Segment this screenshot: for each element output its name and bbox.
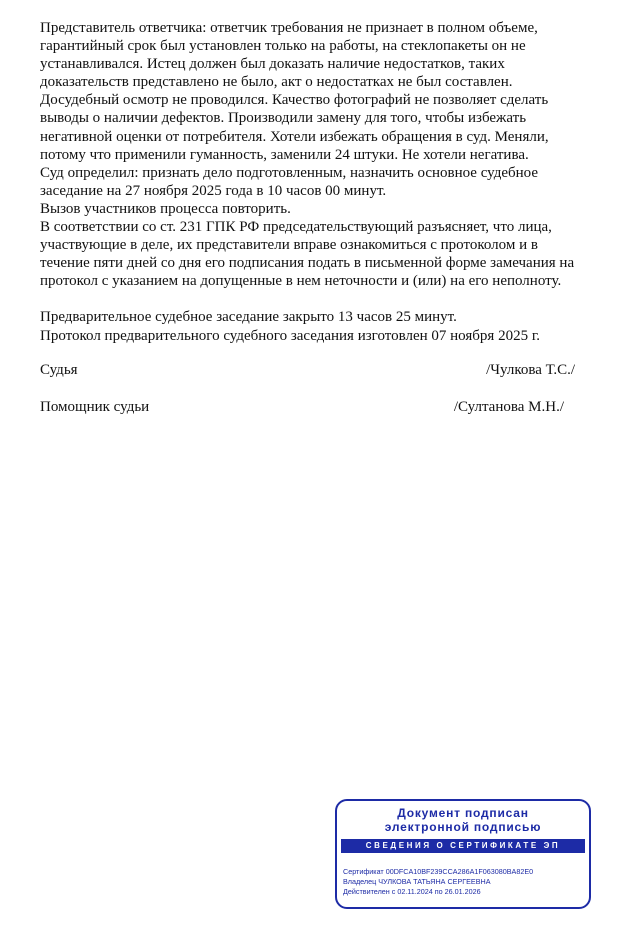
text-line: выводы о наличии дефектов. Производили замену для того, чтобы избежать	[40, 110, 527, 127]
judge-name: /Чулкова Т.С./	[486, 362, 575, 378]
text-line: доказательств представлено не было, акт о недостатках не был составлен.	[40, 74, 513, 91]
stamp-certificate-number: Сертификат 00DFCA10BF239CCA286A1F063080BA82E0	[343, 867, 534, 876]
text-line: негативной оценки от потребителя. Хотели избежать обращения в суд. Меняли,	[40, 128, 549, 145]
text-line: В соответствии со ст. 231 ГПК РФ председательствующий разъясняет, что лица,	[40, 219, 552, 236]
text-line: Вызов участников процесса повторить.	[40, 200, 291, 217]
electronic-signature-stamp	[335, 799, 591, 909]
text-line: устанавливался. Истец должен был доказать наличие недостатков, таких	[40, 56, 505, 73]
text-line: заседание на 27 ноября 2025 года в 10 часов 00 минут.	[40, 182, 387, 199]
text-line: гарантийный срок был установлен только на работы, на стеклопакеты он не	[40, 38, 526, 55]
assistant-name: /Султанова М.Н./	[453, 399, 564, 415]
stamp-owner: Владелец ЧУЛКОВА ТАТЬЯНА СЕРГЕЕВНА	[343, 877, 491, 886]
text-line: течение пяти дней со дня его подписания подать в письменной форме замечания на	[40, 255, 575, 272]
text-line: Суд определил: признать дело подготовленным, назначить основное судебное	[40, 164, 539, 181]
assistant-role-label: Помощник судьи	[40, 399, 150, 415]
paragraph-spacer	[40, 290, 615, 308]
text-line: потому что применили гуманность, заменили 24 штуки. Не хотели негатива.	[40, 146, 529, 163]
closing-line-protocol-made: Протокол предварительного судебного заседания изготовлен 07 ноября 2025 г.	[40, 327, 541, 344]
text-line: Досудебный осмотр не проводился. Качество фотографий не позволяет сделать	[40, 92, 549, 109]
stamp-certificate-band: СВЕДЕНИЯ О СЕРТИФИКАТЕ ЭП	[341, 839, 585, 853]
stamp-title-line2: электронной подписью	[384, 820, 542, 834]
text-line: протокол с указанием на допущенные в нем неточности и (или) на его неполноту.	[40, 273, 562, 290]
text-line: Представитель ответчика: ответчик требования не признает в полном объеме,	[40, 20, 538, 36]
judge-role-label: Судья	[40, 362, 78, 378]
closing-line-session-closed: Предварительное судебное заседание закрыто 13 часов 25 минут.	[40, 309, 457, 326]
text-line: участвующие в деле, их представители вправе ознакомиться с протоколом и в	[40, 237, 538, 254]
protocol-text	[40, 19, 615, 345]
stamp-title-line1: Документ подписан	[397, 806, 529, 820]
stamp-validity: Действителен с 02.11.2024 по 26.01.2026	[343, 887, 481, 896]
